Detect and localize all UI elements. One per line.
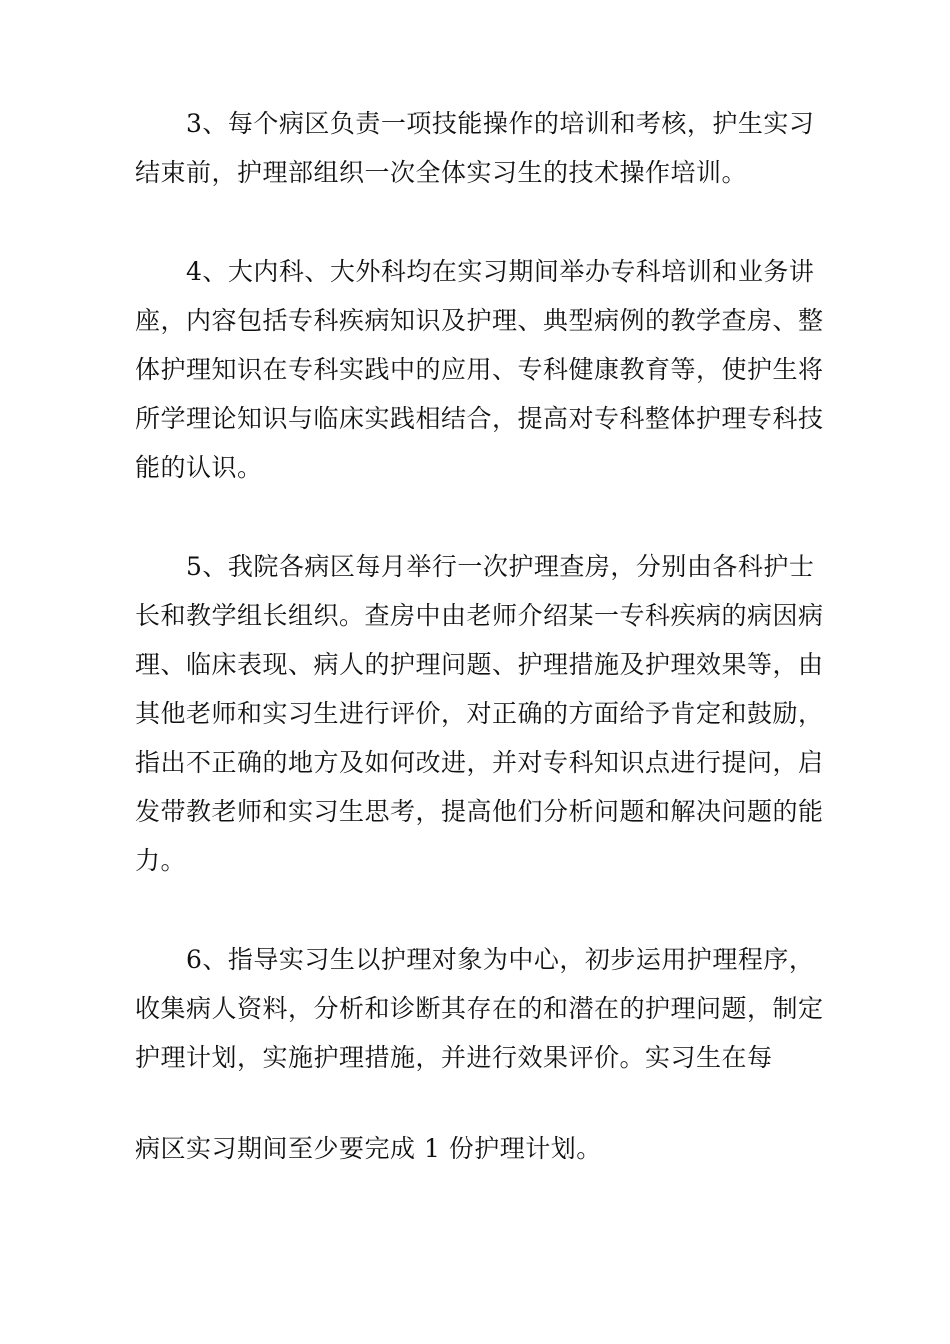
paragraph-5-line-6: 发带教老师和实习生思考，提高他们分析问题和解决问题的能 <box>135 797 824 826</box>
paragraph-3-line-2: 结束前，护理部组织一次全体实习生的技术操作培训。 <box>135 158 748 187</box>
paragraph-4-line-4: 所学理论知识与临床实践相结合，提高对专科整体护理专科技 <box>135 404 824 433</box>
paragraph-4-line-3: 体护理知识在专科实践中的应用、专科健康教育等，使护生将 <box>135 355 824 384</box>
paragraph-4-line-2: 座，内容包括专科疾病知识及护理、典型病例的教学查房、整 <box>135 306 824 335</box>
paragraph-6-line-3: 护理计划，实施护理措施，并进行效果评价。实习生在每 <box>135 1043 773 1072</box>
paragraph-5-line-1: 5、我院各病区每月举行一次护理查房，分别由各科护士 <box>186 552 815 581</box>
paragraph-5-line-5: 指出不正确的地方及如何改进，并对专科知识点进行提问，启 <box>135 748 824 777</box>
paragraph-3-line-1: 3、每个病区负责一项技能操作的培训和考核，护生实习 <box>186 109 815 138</box>
paragraph-5-line-3: 理、临床表现、病人的护理问题、护理措施及护理效果等，由 <box>135 650 824 679</box>
paragraph-6-line-2: 收集病人资料，分析和诊断其存在的和潜在的护理问题，制定 <box>135 994 824 1023</box>
paragraph-5-line-2: 长和教学组长组织。查房中由老师介绍某一专科疾病的病因病 <box>135 601 824 630</box>
paragraph-4-line-5: 能的认识。 <box>135 453 263 482</box>
paragraph-5-line-7: 力。 <box>135 846 187 875</box>
paragraph-4-line-1: 4、大内科、大外科均在实习期间举办专科培训和业务讲 <box>186 257 815 286</box>
paragraph-6-line-1: 6、指导实习生以护理对象为中心，初步运用护理程序， <box>186 945 815 974</box>
paragraph-7-line-1: 病区实习期间至少要完成 1 份护理计划。 <box>135 1134 602 1163</box>
paragraph-5-line-4: 其他老师和实习生进行评价，对正确的方面给予肯定和鼓励， <box>135 699 824 728</box>
